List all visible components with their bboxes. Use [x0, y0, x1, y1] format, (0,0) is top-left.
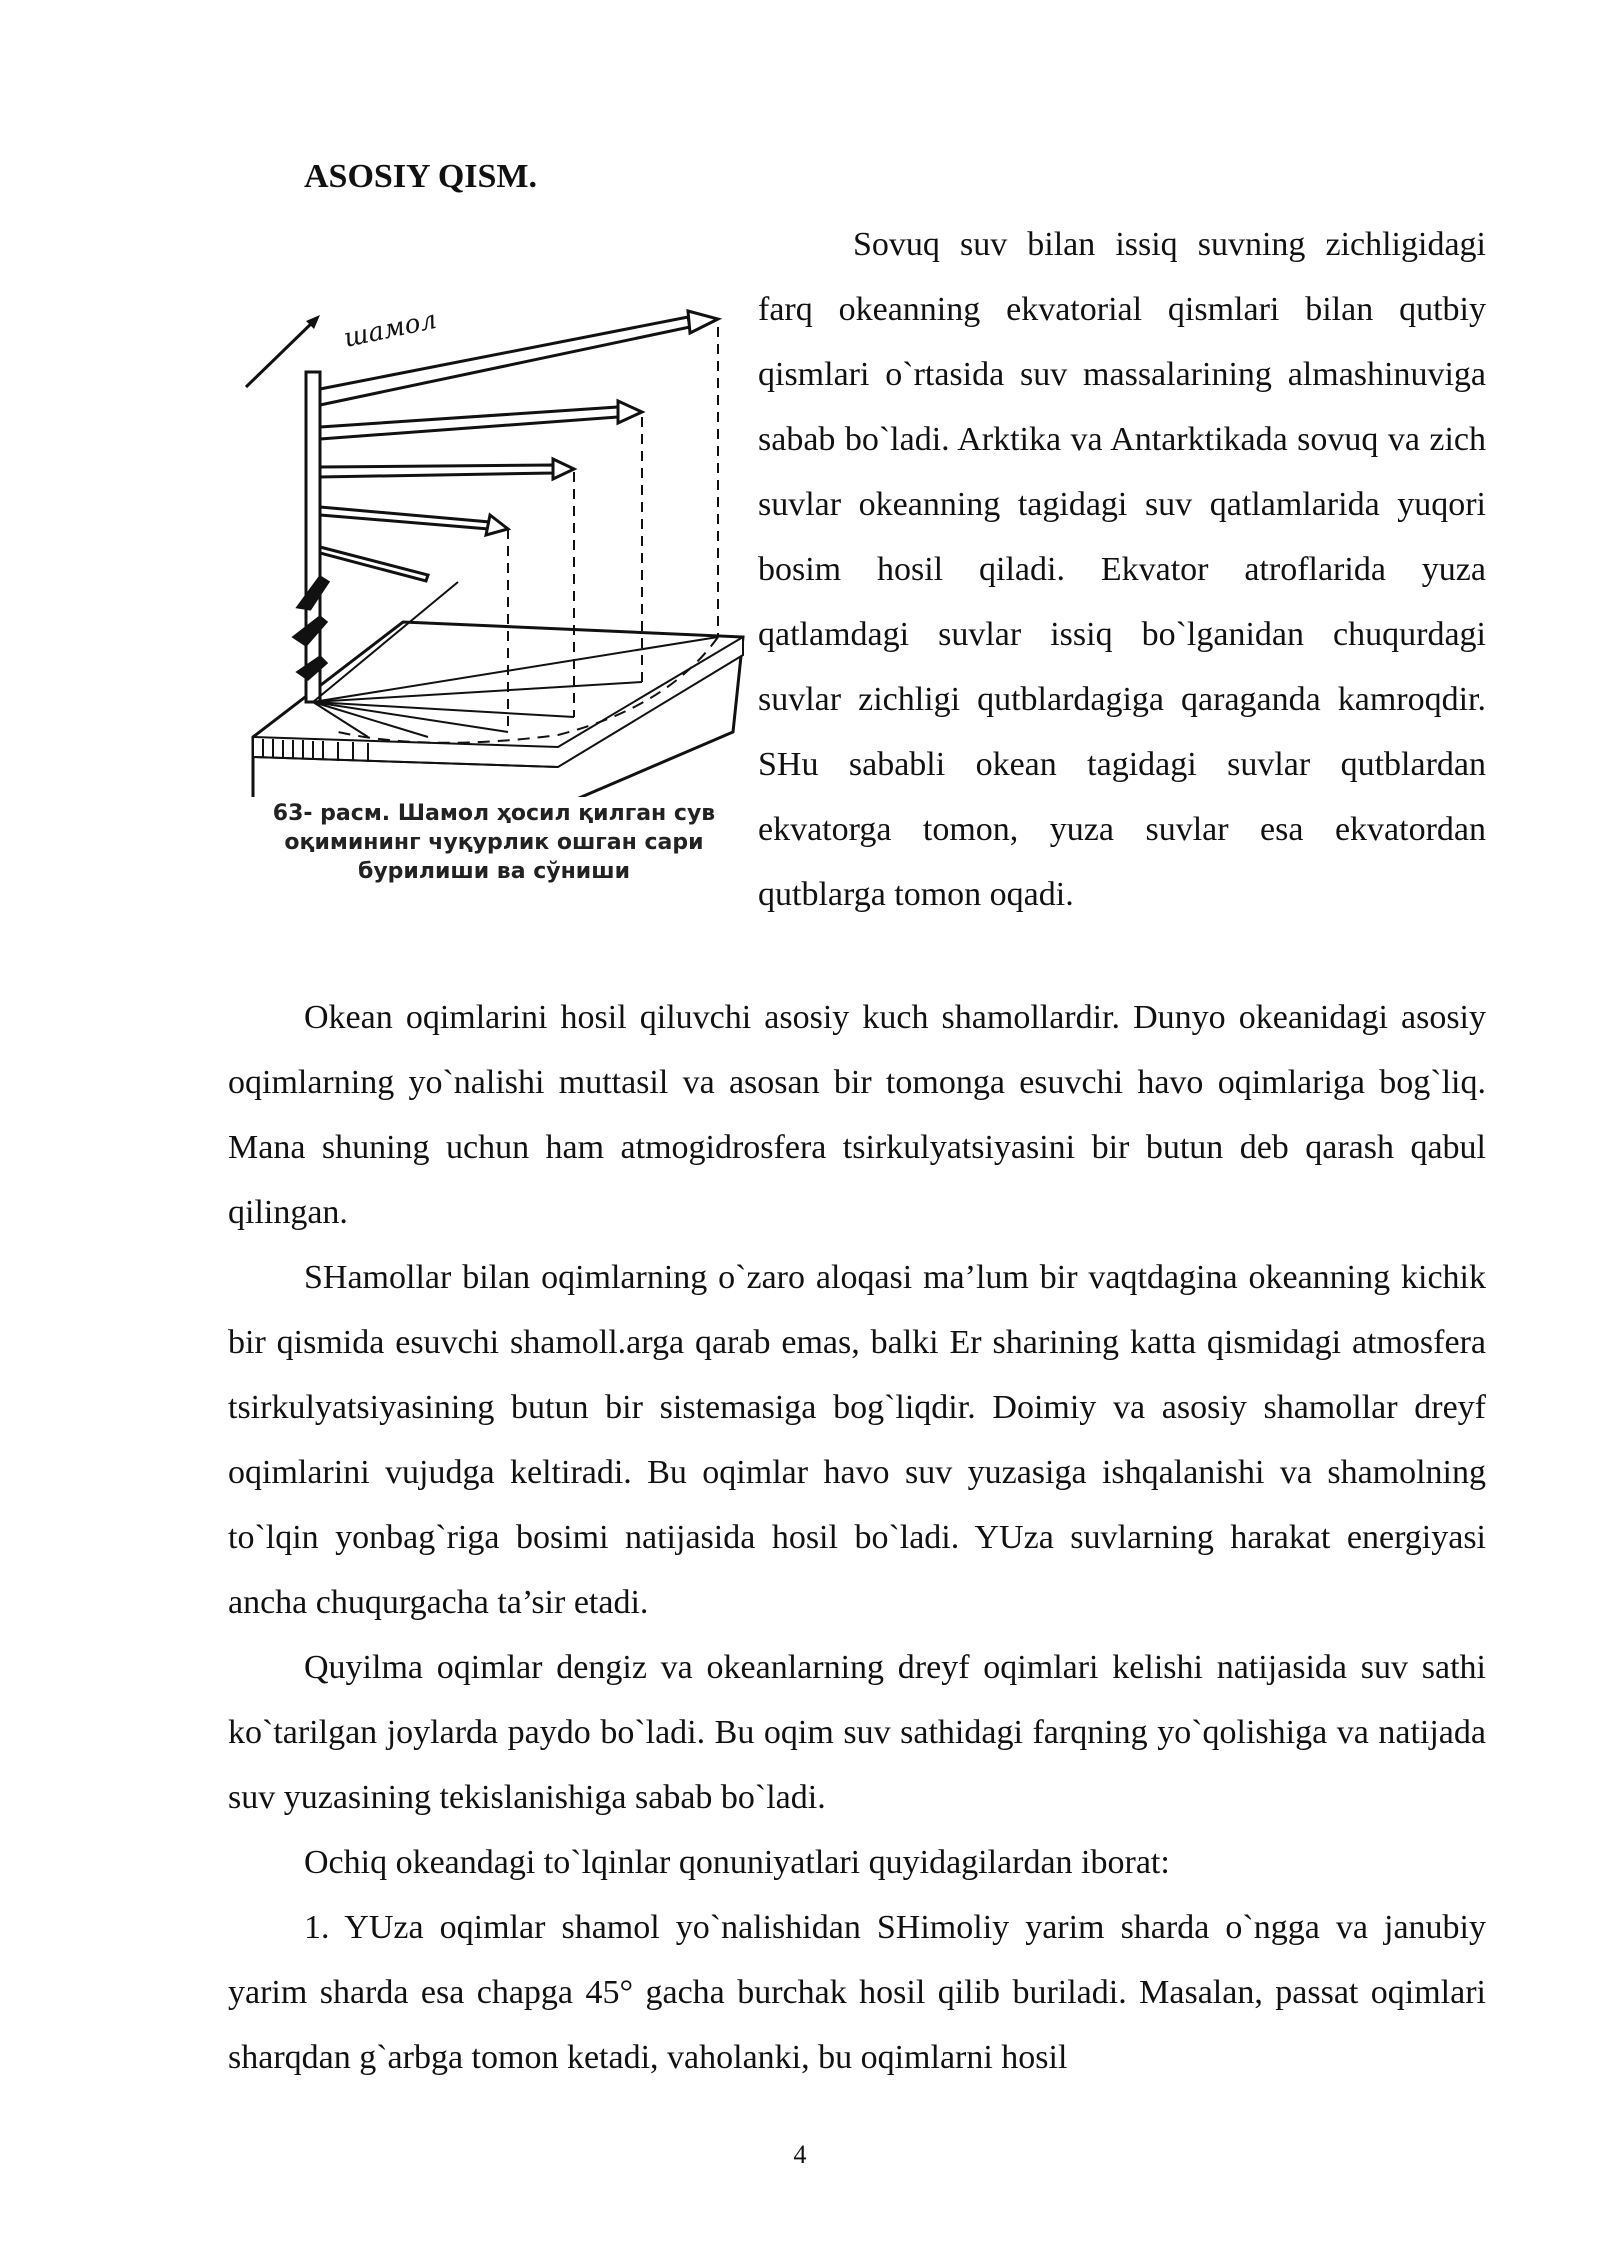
- paragraph-1: Okean oqimlarini hosil qiluvchi asosiy kuch shamollardir. Dunyo okeanidagi asosiy oqimlarning yo`nalishi muttasil va asosan bir tomonga esuvchi havo oqimlariga bog`liq. Mana shuning uchun ham atmogidrosfera tsirkulyatsiyasini bir butun deb qarash qabul qilingan.: [228, 999, 1486, 1231]
- ekman-spiral-illustration: [228, 277, 758, 797]
- figure-caption: 63- расм. Шамол ҳосил қилган сув оқимининг чуқурлик ошган сари бурилиши ва сўниши: [272, 801, 716, 884]
- paragraph-4: Ochiq okeandagi to`lqinlar qonuniyatlari quyidagilardan iborat:: [304, 1844, 1170, 1881]
- paragraph-2: SHamollar bilan oqimlarning o`zaro aloqasi ma’lum bir vaqtdagina okeanning kichik bir qismida esuvchi shamoll.arga qarab emas, balki Er sharining katta qismidagi atmosfera tsirkulyatsiyasining butun bir sistemasiga bog`liqdir. Doimiy va asosiy shamollar dreyf oqimlarini vujudga keltiradi. Bu oqimlar havo suv yuzasiga ishqalanishi va shamolning to`lqin yonbag`riga bosimi natijasida hosil bo`ladi. YUza suvlarning harakat energiyasi ancha chuqurgacha ta’sir etadi.: [228, 1259, 1486, 1621]
- figure: [228, 277, 758, 967]
- page-number: 4: [793, 2140, 807, 2169]
- paragraph-3: Quyilma oqimlar dengiz va okeanlarning dreyf oqimlari kelishi natijasida suv sathi ko`tarilgan joylarda paydo bo`ladi. Bu oqim suv sathidagi farqning yo`qolishiga va natijada suv yuzasining tekislanishiga sabab bo`ladi.: [228, 1649, 1486, 1816]
- intro-block: [228, 212, 1486, 1002]
- intro-paragraph: Sovuq suv bilan issiq suvning zichligidagi farq okeanning ekvatorial qismlari bilan qutbiy qismlari o`rtasida suv massalarining almashinuviga sabab bo`ladi. Arktika va Antarktikada sovuq va zich suvlar okeanning tagidagi suv qatlamlarida yuqori bosim hosil qiladi. Ekvator atroflarida yuza qatlamdagi suvlar issiq bo`lganidan chuqurdagi suvlar zichligi qutblardagiga qaraganda kamroqdir. SHu sababli okean tagidagi suvlar qutblardan ekvatorga tomon, yuza suvlar esa ekvatordan qutblarga tomon oqadi.: [758, 226, 1486, 913]
- paragraph-5: 1. YUza oqimlar shamol yo`nalishidan SHimoliy yarim sharda o`ngga va janubiy yarim sharda esa chapga 45° gacha burchak hosil qilib buriladi. Masalan, passat oqimlari sharqdan g`arbga tomon ketadi, vaholanki, bu oqimlarni hosil: [228, 1909, 1486, 2076]
- wind-label: шамол: [341, 304, 440, 354]
- section-heading: ASOSIY QISM.: [304, 158, 538, 195]
